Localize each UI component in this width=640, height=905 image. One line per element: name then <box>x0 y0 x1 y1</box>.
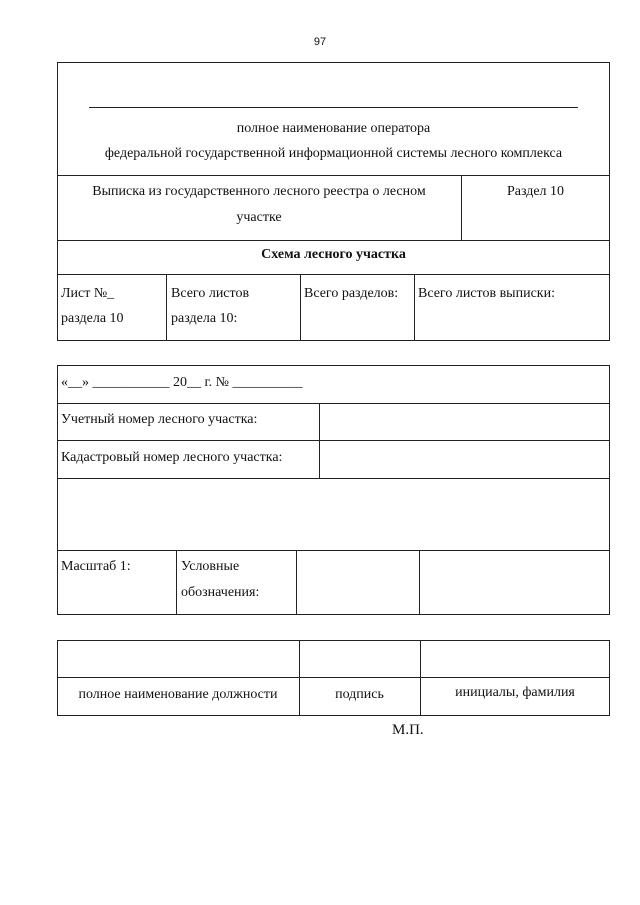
operator-label-line2: федеральной государственной информационной системы лесного комплекса <box>104 146 563 161</box>
total-extract-sheets-label: Всего листов выписки: <box>418 286 555 301</box>
divider <box>57 240 610 241</box>
divider <box>57 440 610 441</box>
extract-title-line1: Выписка из государственного лесного реестра о лесном <box>92 184 426 199</box>
divider <box>300 274 301 341</box>
divider <box>414 274 415 341</box>
account-number-label: Учетный номер лесного участка: <box>61 412 258 427</box>
divider <box>419 550 420 615</box>
divider <box>57 478 610 479</box>
divider <box>57 274 610 275</box>
total-sections-label: Всего разделов: <box>304 286 399 301</box>
divider <box>57 550 610 551</box>
date-number-line: «__» ___________ 20__ г. № __________ <box>61 375 303 390</box>
legend-label-line2: обозначения: <box>181 585 260 600</box>
section-label: Раздел 10 <box>506 184 565 199</box>
sheet-number-line1: Лист №_ <box>61 286 115 301</box>
total-sheets-line2: раздела 10: <box>171 311 238 326</box>
total-sheets-line1: Всего листов <box>171 286 250 301</box>
name-label: инициалы, фамилия <box>455 685 575 700</box>
position-label: полное наименование должности <box>78 687 278 702</box>
signature-label: подпись <box>335 687 384 702</box>
operator-label-line1: полное наименование оператора <box>236 121 431 136</box>
legend-label-line1: Условные <box>181 559 240 574</box>
page-number: 97 <box>313 36 327 48</box>
divider <box>57 677 610 678</box>
divider <box>176 550 177 615</box>
extract-title-line2: участке <box>236 210 282 225</box>
divider <box>57 403 610 404</box>
scheme-title: Схема лесного участка <box>261 247 406 262</box>
divider <box>296 550 297 615</box>
cadastral-number-label: Кадастровый номер лесного участка: <box>61 450 283 465</box>
scale-label: Масштаб 1: <box>61 559 131 574</box>
divider <box>57 175 610 176</box>
divider <box>166 274 167 341</box>
sheet-number-line2: раздела 10 <box>61 311 124 326</box>
stamp-label: М.П. <box>392 722 424 738</box>
operator-name-underline <box>89 107 578 108</box>
